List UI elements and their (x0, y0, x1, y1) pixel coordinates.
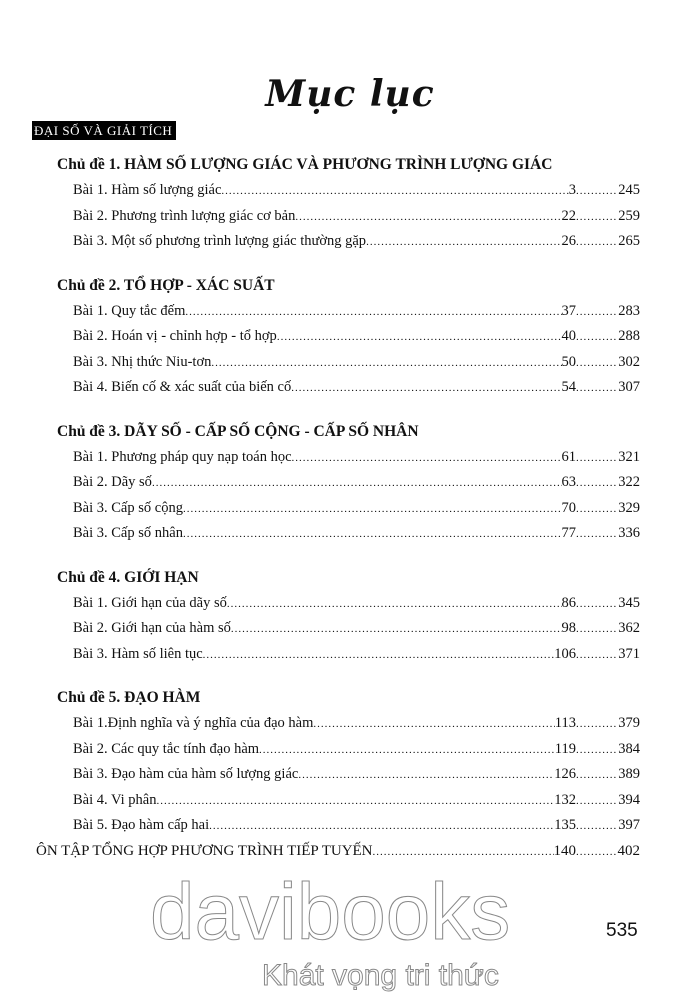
entry-title: Bài 2. Hoán vị - chỉnh hợp - tổ hợp (73, 328, 277, 344)
toc-entry (73, 616, 640, 642)
dot-leader (373, 840, 554, 866)
toc-entry (73, 350, 640, 376)
entry-title: ÔN TẬP TỔNG HỢP PHƯƠNG TRÌNH TIẾP TUYẾN (36, 842, 373, 859)
topic-heading: Chủ đề 1. HÀM SỐ LƯỢNG GIÁC VÀ PHƯƠNG TRÌNH LƯỢNG GIÁC (57, 156, 553, 173)
entry-title: Bài 3. Cấp số nhân (73, 525, 183, 541)
dot-leader (156, 789, 554, 815)
spacer (0, 255, 700, 273)
dot-leader (152, 471, 562, 497)
dot-leader (291, 376, 561, 402)
page-ref-2: 307 (618, 379, 640, 395)
dot-leader (576, 522, 616, 548)
topic-heading: Chủ đề 5. ĐẠO HÀM (57, 689, 201, 706)
page-ref-1: 70 (561, 499, 576, 516)
page-ref-1: 61 (561, 448, 576, 465)
toc-entry (36, 839, 640, 865)
page-ref-2: 397 (618, 817, 640, 833)
page-ref-1: 63 (561, 474, 576, 490)
entry-title: Bài 3. Hàm số liên tục (73, 645, 203, 662)
toc-entry (73, 324, 640, 350)
page-ref-1: 132 (554, 791, 576, 808)
toc-entry (73, 445, 640, 471)
dot-leader (366, 230, 561, 256)
entry-title: Bài 2. Phương trình lượng giác cơ bản (73, 207, 296, 224)
page-ref-2: 302 (618, 353, 640, 370)
page-ref-2: 329 (618, 499, 640, 516)
entry-title: Bài 3. Nhị thức Niu-tơn (73, 353, 212, 370)
page-ref-2: 384 (618, 740, 640, 757)
dot-leader (576, 179, 616, 205)
page-ref-1: 135 (554, 817, 576, 833)
dot-leader (576, 351, 616, 377)
toc-entry (73, 375, 640, 401)
toc-entry (73, 737, 640, 763)
page-ref-1: 98 (561, 620, 576, 636)
page-ref-1: 113 (554, 715, 576, 731)
page-ref-2: 322 (618, 474, 640, 490)
toc-entry (73, 762, 640, 788)
page-ref-1: 50 (561, 353, 576, 370)
toc-entry (73, 470, 640, 496)
topic-heading: Chủ đề 4. GIỚI HẠN (57, 568, 199, 586)
page-ref-2: 379 (618, 715, 640, 731)
page-ref-1: 126 (554, 766, 576, 782)
page-ref-2: 265 (618, 233, 640, 249)
entry-title: Bài 1.Định nghĩa và ý nghĩa của đạo hàm (73, 715, 314, 731)
page-ref-1: 119 (554, 740, 576, 757)
toc-entry (73, 521, 640, 547)
page-ref-1: 54 (561, 379, 576, 395)
entry-title: Bài 2. Các quy tắc tính đạo hàm (73, 740, 260, 757)
dot-leader (576, 763, 616, 789)
dot-leader (295, 205, 561, 231)
dot-leader (227, 592, 562, 618)
entry-title: Bài 2. Dãy số (73, 474, 152, 490)
page-ref-2: 336 (618, 525, 640, 541)
page-title: Mục lục (265, 73, 435, 115)
dot-leader (576, 643, 616, 669)
page-ref-2: 371 (618, 645, 640, 662)
dot-leader (576, 471, 616, 497)
dot-leader (209, 814, 554, 840)
page-ref-2: 394 (618, 791, 640, 808)
entry-title: Bài 4. Biến cố & xác suất của biến cố (73, 379, 292, 395)
toc-entry (73, 178, 640, 204)
dot-leader (576, 446, 616, 472)
dot-leader (211, 351, 561, 377)
toc-entry (73, 788, 640, 814)
entry-title: Bài 1. Quy tắc đếm (73, 302, 186, 319)
toc-entry (73, 229, 640, 255)
dot-leader (576, 814, 616, 840)
topic-heading: Chủ đề 2. TỔ HỢP - XÁC SUẤT (57, 276, 275, 294)
toc-entry (73, 813, 640, 839)
dot-leader (298, 763, 554, 789)
entry-title: Bài 3. Cấp số cộng (73, 499, 183, 516)
dot-leader (259, 738, 555, 764)
page-ref-1: 86 (561, 594, 576, 611)
dot-leader (576, 712, 616, 738)
toc-entry (73, 591, 640, 617)
page-ref-2: 259 (618, 207, 640, 224)
spacer (0, 401, 700, 419)
page-ref-2: 389 (618, 766, 640, 782)
entry-title: Bài 2. Giới hạn của hàm số (73, 620, 231, 636)
dot-leader (292, 446, 562, 472)
dot-leader (185, 300, 561, 326)
entry-title: Bài 1. Hàm số lượng giác (73, 182, 222, 198)
page-ref-1: 77 (561, 525, 576, 541)
toc-entry (73, 204, 640, 230)
table-of-contents (0, 152, 700, 864)
entry-title: Bài 1. Phương pháp quy nạp toán học (73, 448, 292, 465)
dot-leader (576, 300, 616, 326)
watermark-brand: davibooks (150, 867, 511, 956)
page-ref-1: 140 (553, 842, 576, 859)
page-ref-1: 106 (554, 645, 576, 662)
toc-entry (73, 642, 640, 668)
toc-entry (73, 711, 640, 737)
toc-entry (73, 496, 640, 522)
page-ref-1: 3 (568, 182, 576, 198)
dot-leader (576, 325, 616, 351)
toc-entry (73, 299, 640, 325)
dot-leader (231, 617, 562, 643)
dot-leader (277, 325, 562, 351)
dot-leader (576, 738, 616, 764)
dot-leader (576, 497, 616, 523)
dot-leader (576, 230, 616, 256)
spacer (0, 547, 700, 565)
dot-leader (576, 592, 616, 618)
page-ref-1: 37 (561, 302, 576, 319)
page-ref-2: 288 (618, 328, 640, 344)
dot-leader (576, 840, 616, 866)
page-ref-2: 362 (618, 620, 640, 636)
page-ref-2: 245 (618, 182, 640, 198)
dot-leader (221, 179, 568, 205)
page-ref-1: 22 (561, 207, 576, 224)
page-ref-2: 321 (618, 448, 640, 465)
section-heading: ĐẠI SỐ VÀ GIẢI TÍCH (32, 121, 176, 140)
entry-title: Bài 3. Một số phương trình lượng giác thường gặp (73, 233, 367, 249)
page-ref-1: 40 (561, 328, 576, 344)
page-number: 535 (606, 920, 638, 941)
page-ref-2: 345 (618, 594, 640, 611)
entry-title: Bài 1. Giới hạn của dãy số (73, 594, 227, 611)
dot-leader (313, 712, 554, 738)
page-ref-1: 26 (561, 233, 576, 249)
entry-title: Bài 3. Đạo hàm của hàm số lượng giác (73, 766, 299, 782)
topic-heading: Chủ đề 3. DÃY SỐ - CẤP SỐ CỘNG - CẤP SỐ NHÂN (57, 422, 419, 440)
page-ref-2: 283 (618, 302, 640, 319)
entry-title: Bài 4. Vi phân (73, 791, 157, 808)
dot-leader (576, 789, 616, 815)
entry-title: Bài 5. Đạo hàm cấp hai (73, 817, 210, 833)
dot-leader (576, 205, 616, 231)
dot-leader (576, 617, 616, 643)
dot-leader (576, 376, 616, 402)
dot-leader (203, 643, 555, 669)
dot-leader (183, 522, 562, 548)
watermark-tagline: Khát vọng tri thức (262, 959, 499, 992)
page-ref-2: 402 (617, 842, 640, 859)
spacer (0, 667, 700, 685)
dot-leader (183, 497, 562, 523)
